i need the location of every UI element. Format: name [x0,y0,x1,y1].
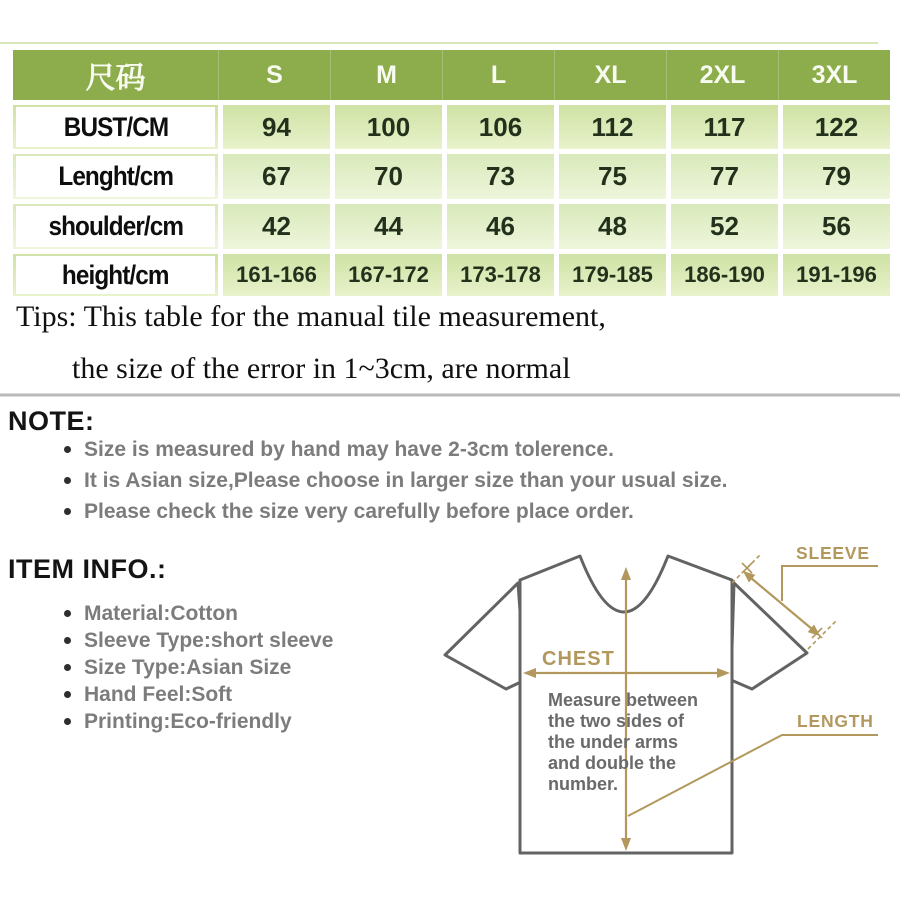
header-size-3xl: 3XL [778,50,890,100]
item-info-text: Hand Feel:Soft [84,683,233,706]
chest-label: CHEST [542,648,615,670]
shoulder-value-2xl: 52 [671,204,778,249]
row-label-text: BUST/CM [63,111,168,142]
row-label-box [16,107,215,147]
measure-note-line-4: and double the [548,753,676,773]
tshirt-measurement-diagram [430,523,900,885]
bullet-dot [64,664,71,671]
bullet-dot [64,508,71,515]
length-label: LENGTH [797,711,874,731]
table-top-accent-line [0,42,878,44]
header-size-m: M [330,50,442,100]
item-info-item [60,627,333,654]
bust-value-3xl: 122 [783,105,890,149]
item-info-text: Material:Cotton [84,602,238,625]
bust-value-l: 106 [447,105,554,149]
item-info-text: Sleeve Type:short sleeve [84,629,334,652]
row-label-shoulder [13,204,218,249]
shoulder-value-xl: 48 [559,204,666,249]
height-value-l: 173-178 [447,254,554,296]
height-value-xl: 179-185 [559,254,666,296]
length-value-2xl: 77 [671,154,778,199]
row-label-length [13,154,218,199]
sleeve-x-mark-upper [742,563,752,573]
note-item-text: It is Asian size,Please choose in larger size than your usual size. [84,469,728,492]
note-list [60,434,727,527]
height-value-3xl: 191-196 [783,254,890,296]
note-item [60,465,727,496]
bust-value-s: 94 [223,105,330,149]
row-label-text: height/cm [62,259,169,290]
row-label-height [13,254,218,296]
item-info-heading: ITEM INFO.: [8,554,167,584]
sleeve-label: SLEEVE [796,543,870,563]
sleeve-dashed-tick-lower [808,621,836,649]
shoulder-value-m: 44 [335,204,442,249]
bullet-dot [64,691,71,698]
length-arrowhead-up [621,567,631,580]
header-size-xl: XL [554,50,666,100]
bust-value-xl: 112 [559,105,666,149]
bullet-dot [64,718,71,725]
bullet-dot [64,477,71,484]
header-size-l: L [442,50,554,100]
row-label-box [16,256,215,294]
size-table [13,50,890,296]
height-value-s: 161-166 [223,254,330,296]
shoulder-value-l: 46 [447,204,554,249]
note-item-text: Please check the size very carefully before place order. [84,500,634,523]
bullet-dot [64,446,71,453]
length-value-xl: 75 [559,154,666,199]
header-corner-cell: 尺码 [85,62,146,95]
row-label-box [16,156,215,197]
tips-line-1: Tips: This table for the manual tile measurement, [16,300,606,333]
bust-value-m: 100 [335,105,442,149]
note-item-text: Size is measured by hand may have 2-3cm tolerence. [84,438,614,461]
item-info-text: Printing:Eco-friendly [84,710,292,733]
sleeve-callout-line [782,566,878,601]
measure-note-line-5: number. [548,774,619,794]
measure-note-line-1: Measure between [548,690,699,710]
note-heading: NOTE: [8,406,95,436]
height-value-m: 167-172 [335,254,442,296]
row-label-text: shoulder/cm [48,211,183,241]
size-table-body [13,105,890,296]
length-value-m: 70 [335,154,442,199]
item-info-list [60,600,333,735]
shoulder-value-3xl: 56 [783,204,890,249]
length-value-s: 67 [223,154,330,199]
size-table-header-row [13,50,890,100]
note-item [60,434,727,465]
item-info-text: Size Type:Asian Size [84,656,292,679]
tshirt-right-sleeve [731,583,807,689]
shoulder-value-s: 42 [223,204,330,249]
item-info-item [60,681,333,708]
row-label-text: Lenght/cm [58,161,173,191]
row-label-bust [13,105,218,149]
item-info-item [60,600,333,627]
item-info-item [60,654,333,681]
length-value-3xl: 79 [783,154,890,199]
section-divider [0,393,900,397]
measure-note-line-2: the two sides of [548,711,685,731]
header-size-2xl: 2XL [666,50,778,100]
item-info-item [60,708,333,735]
tips-line-2: the size of the error in 1~3cm, are normal [72,352,571,385]
bullet-dot [64,610,71,617]
measure-note-line-3: the under arms [548,732,679,752]
length-value-l: 73 [447,154,554,199]
bust-value-2xl: 117 [671,105,778,149]
tshirt-left-sleeve [445,583,525,689]
height-value-2xl: 186-190 [671,254,778,296]
row-label-box [16,206,215,247]
header-size-s: S [218,50,330,100]
bullet-dot [64,637,71,644]
